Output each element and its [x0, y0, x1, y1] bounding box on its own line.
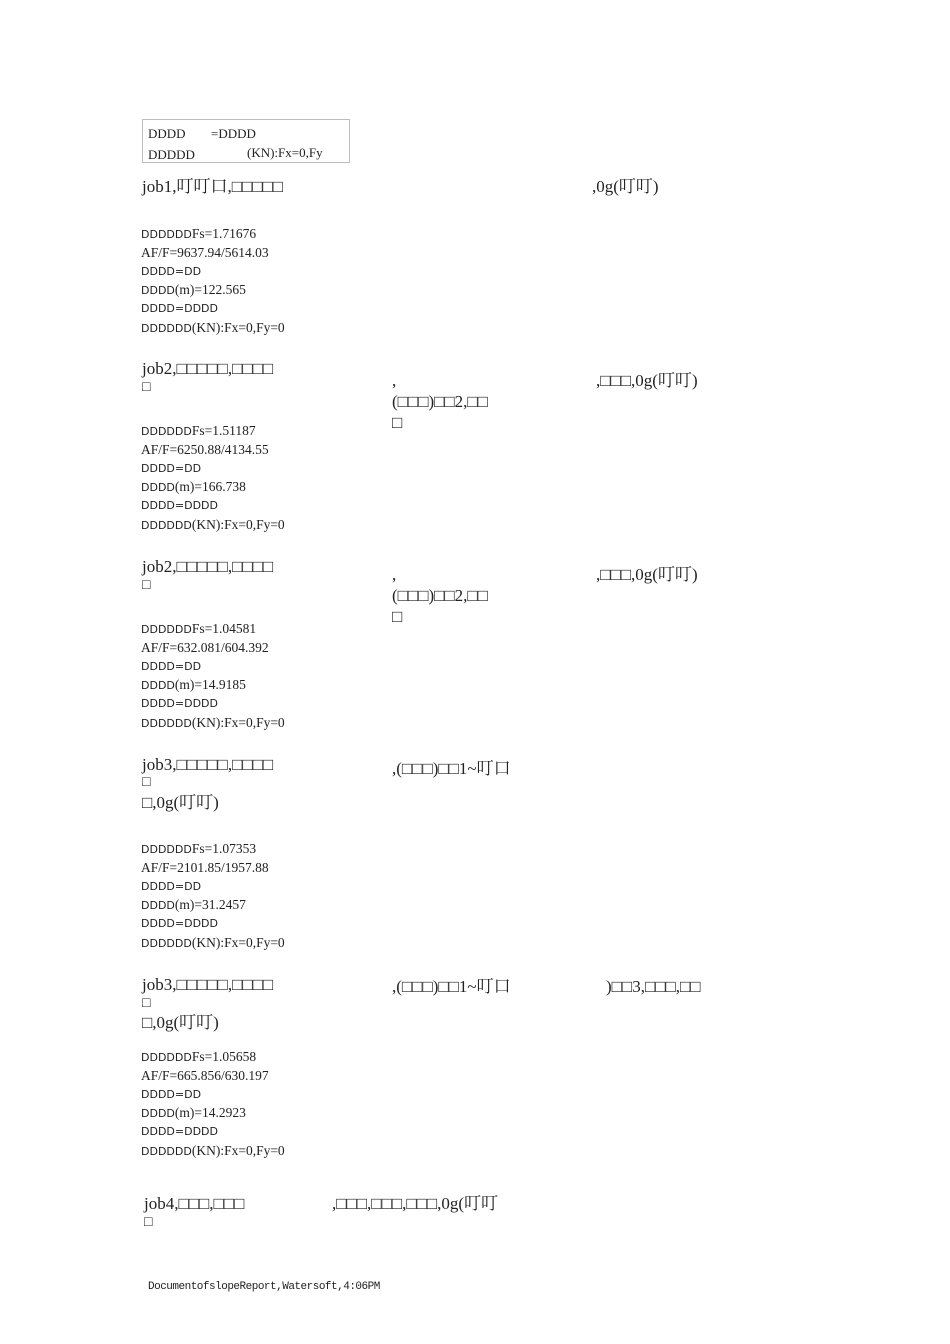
- job1-title: job1,叮叮口,□□□□□: [142, 177, 284, 196]
- result-line3: DDDD=DD: [141, 1087, 202, 1101]
- job2b-title-cont: □: [142, 578, 151, 593]
- job1-results: [141, 225, 285, 338]
- radius-value: (m)=31.2457: [174, 897, 246, 913]
- job2b-title: job2,□□□□□,□□□□: [142, 557, 274, 576]
- job3a-title: job3,□□□□□,□□□□: [142, 755, 274, 774]
- fs-label: DDDDDD: [141, 425, 192, 438]
- job2b-mid: ,: [392, 565, 397, 584]
- job2a-results: [141, 422, 285, 535]
- fs-value: Fs=1.04581: [191, 621, 257, 636]
- radius-label: DDDD: [141, 1107, 175, 1121]
- force-value: (KN):Fx=0,Fy=0: [191, 516, 285, 532]
- job2a-mid2: (□□□)□□2,□□: [392, 392, 488, 411]
- job2a-mid: ,: [392, 371, 397, 390]
- job4-title-cont: □: [144, 1215, 153, 1230]
- job3a-title-cont: □: [142, 775, 151, 790]
- radius-label: DDDD: [141, 899, 175, 913]
- fs-label: DDDDDD: [141, 623, 192, 636]
- box-line1-label: DDDD: [148, 126, 186, 141]
- job2a-mid3: □: [392, 413, 403, 432]
- radius-label: DDDD: [141, 284, 175, 298]
- force-value: (KN):Fx=0,Fy=0: [191, 319, 285, 335]
- box-line2-label: DDDDD: [148, 147, 195, 162]
- job3b-mid: ,(□□□)□□1~叮口: [392, 977, 511, 996]
- result-line5: DDDD=DDDD: [141, 302, 218, 316]
- result-line3: DDDD=DD: [141, 264, 202, 278]
- job1-title-right: ,0g(叮叮): [592, 177, 659, 196]
- af-ratio: AF/F=632.081/604.392: [141, 639, 269, 655]
- job3b-title-cont: □: [142, 996, 151, 1011]
- force-value: (KN):Fx=0,Fy=0: [191, 934, 285, 950]
- radius-label: DDDD: [141, 679, 175, 693]
- job4-mid: ,□□□,□□□,□□□,0g(叮叮: [332, 1194, 499, 1213]
- box-line2-value: (KN):Fx=0,Fy: [247, 145, 323, 160]
- result-line3: DDDD=DD: [141, 879, 202, 893]
- job2a-right: ,□□□,0g(叮叮): [596, 371, 698, 390]
- job3b-title-cont2: □,0g(叮叮): [142, 1013, 219, 1032]
- job3a-results: [141, 840, 285, 953]
- job2a-title: job2,□□□□□,□□□□: [142, 359, 274, 378]
- af-ratio: AF/F=6250.88/4134.55: [141, 441, 269, 457]
- job3b-results: [141, 1048, 285, 1161]
- job3b-right: )□□3,□□□,□□: [606, 977, 701, 996]
- job2b-mid3: □: [392, 607, 403, 626]
- force-label: DDDDDD: [141, 321, 192, 335]
- job3a-title-cont2: □,0g(叮叮): [142, 793, 219, 812]
- result-line3: DDDD=DD: [141, 461, 202, 475]
- header-info-box: [142, 119, 350, 163]
- force-label: DDDDDD: [141, 936, 192, 950]
- job2b-results: [141, 620, 285, 733]
- radius-value: (m)=166.738: [174, 479, 246, 495]
- af-ratio: AF/F=2101.85/1957.88: [141, 859, 269, 875]
- fs-value: Fs=1.71676: [191, 226, 257, 241]
- result-line5: DDDD=DDDD: [141, 1125, 218, 1139]
- force-label: DDDDDD: [141, 1144, 192, 1158]
- radius-value: (m)=14.2923: [174, 1105, 246, 1121]
- radius-label: DDDD: [141, 481, 175, 495]
- job3a-mid: ,(□□□)□□1~叮口: [392, 759, 511, 778]
- fs-value: Fs=1.05658: [191, 1049, 257, 1064]
- fs-value: Fs=1.07353: [191, 841, 257, 856]
- box-line1-value: =DDDD: [211, 126, 256, 141]
- force-value: (KN):Fx=0,Fy=0: [191, 714, 285, 730]
- force-label: DDDDDD: [141, 716, 192, 730]
- page-footer: DocumentofslopeReport,Watersoft,4:06PM: [148, 1281, 380, 1293]
- result-line3: DDDD=DD: [141, 659, 202, 673]
- fs-value: Fs=1.51187: [191, 423, 256, 438]
- job4-title: job4,□□□,□□□: [144, 1194, 245, 1213]
- job2a-title-cont: □: [142, 380, 151, 395]
- result-line5: DDDD=DDDD: [141, 499, 218, 513]
- job2b-right: ,□□□,0g(叮叮): [596, 565, 698, 584]
- af-ratio: AF/F=665.856/630.197: [141, 1067, 269, 1083]
- af-ratio: AF/F=9637.94/5614.03: [141, 244, 269, 260]
- radius-value: (m)=122.565: [174, 282, 246, 298]
- fs-label: DDDDDD: [141, 228, 192, 241]
- job2b-mid2: (□□□)□□2,□□: [392, 586, 488, 605]
- result-line5: DDDD=DDDD: [141, 917, 218, 931]
- fs-label: DDDDDD: [141, 843, 192, 856]
- fs-label: DDDDDD: [141, 1051, 192, 1064]
- force-label: DDDDDD: [141, 518, 192, 532]
- result-line5: DDDD=DDDD: [141, 697, 218, 711]
- job3b-title: job3,□□□□□,□□□□: [142, 975, 274, 994]
- force-value: (KN):Fx=0,Fy=0: [191, 1142, 285, 1158]
- radius-value: (m)=14.9185: [174, 677, 246, 693]
